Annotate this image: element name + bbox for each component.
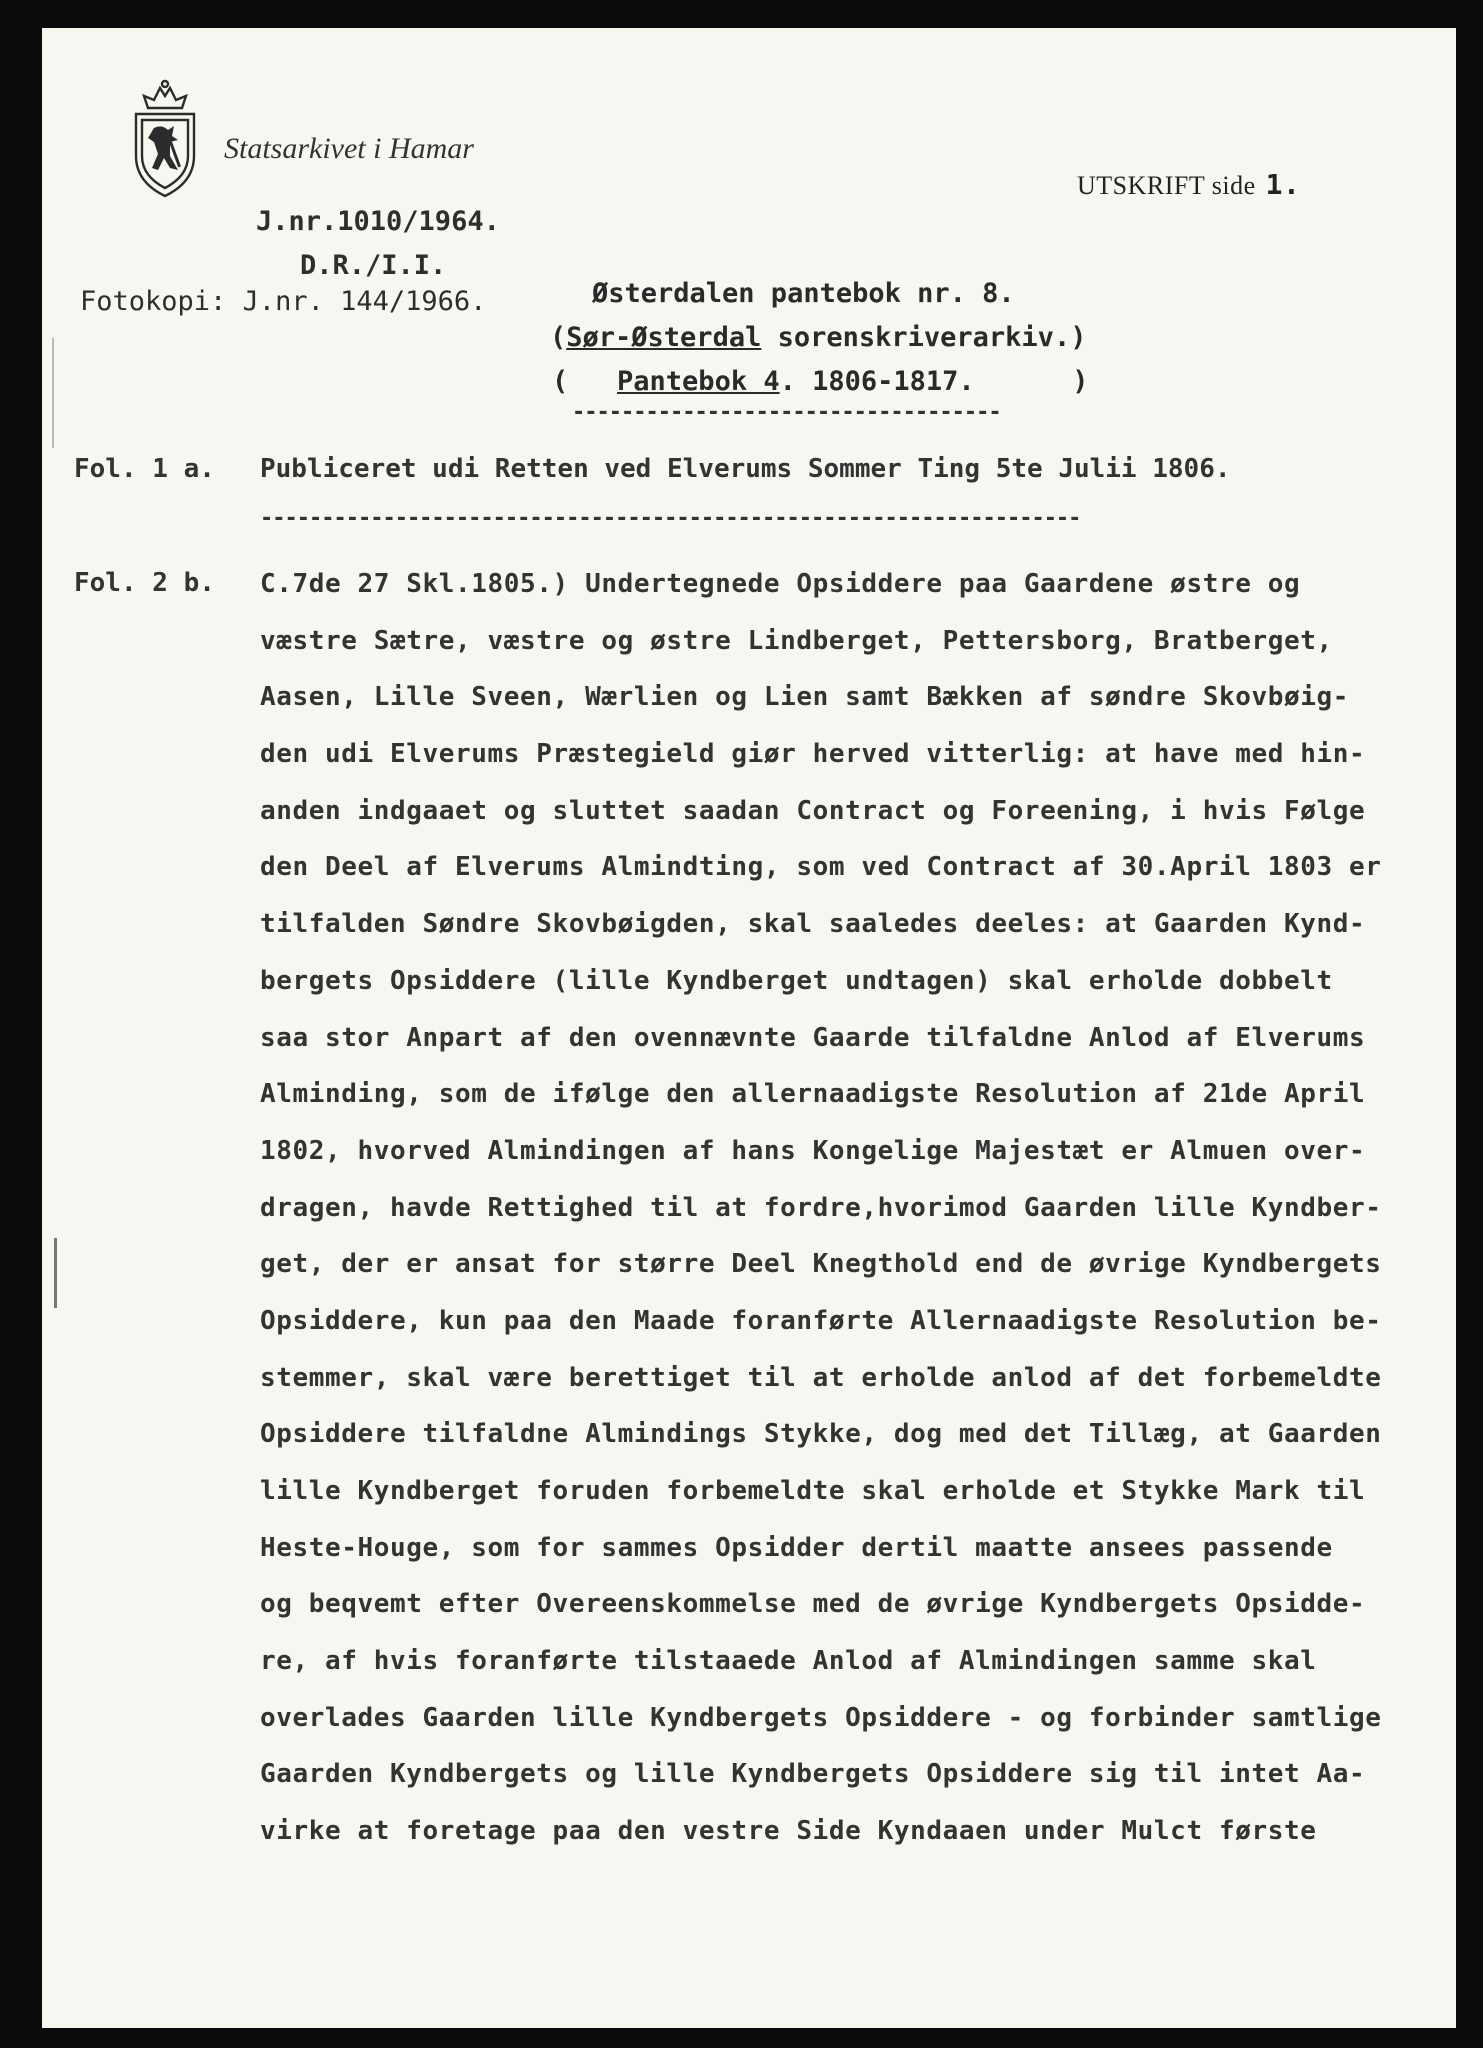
folio-label-2b: Fol. 2 b. bbox=[74, 568, 215, 598]
text-line: 1802, hvorved Almindingen af hans Kongelige Majestæt er Almuen over- bbox=[260, 1135, 1366, 1166]
text-line: væstre Sætre, væstre og østre Lindberget, Pettersborg, Bratberget, bbox=[260, 625, 1333, 656]
section-divider: ------------------------------------------------------------------- bbox=[260, 506, 1081, 531]
folio-label-1a: Fol. 1 a. bbox=[74, 454, 215, 484]
utskrift-page-number: 1. bbox=[1265, 168, 1301, 201]
text-line: overlades Gaarden lille Kyndbergets Opsiddere - og forbinder samtlige bbox=[260, 1702, 1382, 1733]
text-line: dragen, havde Rettighed til at fordre,hvorimod Gaarden lille Kyndber- bbox=[260, 1192, 1382, 1223]
heading-volume bbox=[552, 366, 1088, 397]
text-line: stemmer, skal være berettiget til at erholde anlod af det forbemeldte bbox=[260, 1362, 1382, 1393]
text-line: re, af hvis foranførte tilstaaede Anlod af Almindingen samme skal bbox=[260, 1646, 1317, 1677]
text-line: Gaarden Kyndbergets og lille Kyndbergets Opsiddere sig til intet Aa- bbox=[260, 1759, 1366, 1790]
folio-text-2b bbox=[260, 564, 1450, 1868]
heading-divider: ----------------------------------- bbox=[572, 400, 1001, 425]
heading-volume-underlined: Pantebok 4 bbox=[617, 366, 780, 397]
margin-mark-middle bbox=[54, 1238, 57, 1308]
text-line: Heste-Houge, som for sammes Opsidder dertil maatte ansees passende bbox=[260, 1532, 1333, 1563]
heading-subtitle bbox=[550, 322, 1086, 353]
heading-subtitle-open: ( bbox=[550, 322, 567, 353]
text-line: Aasen, Lille Sveen, Wærlien og Lien samt Bækken af søndre Skovbøig- bbox=[260, 682, 1349, 713]
heading-title: Østerdalen pantebok nr. 8. bbox=[592, 278, 1015, 309]
heading-volume-rest: . 1806-1817. ) bbox=[779, 366, 1089, 397]
text-line: get, der er ansat for større Deel Knegthold end de øvrige Kyndbergets bbox=[260, 1249, 1382, 1280]
heading-subtitle-underlined: Sør-Østerdal bbox=[566, 322, 762, 353]
text-line: og beqvemt efter Overeenskommelse med de øvrige Kyndbergets Opsidde- bbox=[260, 1589, 1366, 1620]
text-line: den udi Elverums Præstegield giør herved vitterlig: at have med hin- bbox=[260, 739, 1366, 770]
text-line: C.7de 27 Skl.1805.) Undertegnede Opsiddere paa Gaardene østre og bbox=[260, 569, 1301, 599]
folio-text-1a: Publiceret udi Retten ved Elverums Sommer Ting 5te Julii 1806. bbox=[260, 454, 1231, 484]
text-line: virke at foretage paa den vestre Side Kyndaaen under Mulct første bbox=[260, 1816, 1317, 1847]
archive-name: Statsarkivet i Hamar bbox=[224, 132, 474, 165]
journal-number: J.nr.1010/1964. bbox=[256, 206, 500, 237]
text-line: saa stor Anpart af den ovennævnte Gaarde tilfaldne Anlod af Elverums bbox=[260, 1022, 1366, 1053]
text-line: Opsiddere tilfaldne Almindings Stykke, dog med det Tillæg, at Gaarden bbox=[260, 1419, 1382, 1450]
fotokopi-reference: Fotokopi: J.nr. 144/1966. bbox=[80, 286, 487, 317]
document-page bbox=[42, 28, 1456, 2028]
coat-of-arms-icon bbox=[126, 78, 204, 200]
dr-reference: D.R./I.I. bbox=[300, 250, 447, 281]
text-line: tilfalden Søndre Skovbøigden, skal saaledes deeles: at Gaarden Kynd- bbox=[260, 909, 1366, 940]
heading-subtitle-rest: sorenskriverarkiv.) bbox=[761, 322, 1087, 353]
text-line: bergets Opsiddere (lille Kyndberget undtagen) skal erholde dobbelt bbox=[260, 965, 1333, 996]
utskrift-label: UTSKRIFT side bbox=[1077, 171, 1256, 200]
margin-mark-top bbox=[52, 338, 54, 448]
text-line: Opsiddere, kun paa den Maade foranførte Allernaadigste Resolution be- bbox=[260, 1305, 1382, 1336]
text-line: den Deel af Elverums Almindting, som ved Contract af 30.April 1803 er bbox=[260, 852, 1382, 883]
text-line: Alminding, som de ifølge den allernaadigste Resolution af 21de April bbox=[260, 1079, 1366, 1110]
utskrift-page-label bbox=[1077, 168, 1300, 201]
text-line: anden indgaaet og sluttet saadan Contract og Foreening, i hvis Følge bbox=[260, 795, 1366, 826]
text-line: lille Kyndberget foruden forbemeldte skal erholde et Stykke Mark til bbox=[260, 1476, 1366, 1506]
heading-volume-open: ( bbox=[552, 366, 618, 397]
